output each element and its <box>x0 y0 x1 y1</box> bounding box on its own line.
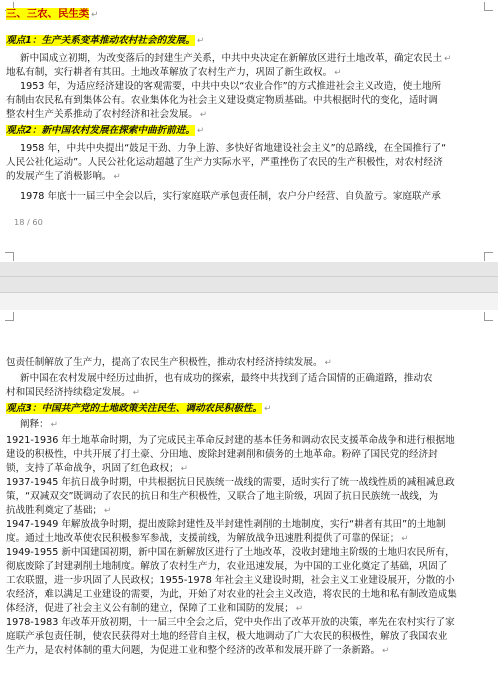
text-line <box>6 546 492 559</box>
text-line <box>6 644 492 658</box>
text-line <box>6 190 492 203</box>
text-line <box>6 476 492 489</box>
text-line <box>6 504 492 518</box>
page-corner-mark <box>5 252 14 261</box>
paragraph-mark: ↵ <box>264 404 272 414</box>
line-text: 建设的积极性，中共开展了打土豪、分田地、废除封建剥削和债务的土地革命。粉碎了国民党的经济封 <box>6 449 438 460</box>
text-line <box>6 52 492 66</box>
line-text: 锁，支持了革命战争，巩固了红色政权； <box>6 463 179 474</box>
line-text: 包责任制解放了生产力，提高了农民生产积极性，推动农村经济持续发展。 <box>6 357 323 368</box>
page-break-gap <box>0 262 498 310</box>
text-line <box>6 156 492 169</box>
paragraph-mark: ↵ <box>382 646 390 656</box>
text-line <box>6 142 492 155</box>
paragraph-mark: ↵ <box>113 172 121 182</box>
text-line <box>6 372 492 385</box>
text-line <box>6 448 492 461</box>
line-text: 阐释： <box>20 419 49 430</box>
text-line <box>6 356 492 370</box>
text-line <box>6 532 492 546</box>
line-text: 1978-1983 年改革开放初期，十一届三中全会之后，党中央作出了改革开放的决策，率先在农村实行了家 <box>6 617 455 628</box>
point-heading-3 <box>6 402 492 416</box>
page-corner-mark <box>484 252 493 261</box>
page-corner-mark <box>484 312 493 321</box>
line-text: 的发展产生了消极影响。 <box>6 171 112 182</box>
text-line <box>6 560 492 573</box>
document-page-19 <box>0 310 498 682</box>
paragraph-mark: ↵ <box>132 388 140 398</box>
line-text: 体经济，促进了社会主义公有制的建立，保障了工业和国防的发展； <box>6 603 294 614</box>
paragraph-mark: ↵ <box>324 358 332 368</box>
line-text: 1953 年，为适应经济建设的客观需要，中共中央以“农业合作”的方式推进社会主义改造，使土地所 <box>20 81 442 92</box>
text-line <box>6 170 492 184</box>
line-text: 村和国民经济持续稳定发展。 <box>6 387 131 398</box>
paragraph-mark: ↵ <box>199 110 208 120</box>
text-line <box>6 108 492 122</box>
text-line <box>6 418 492 432</box>
paragraph-mark: ↵ <box>180 464 188 474</box>
line-text: 彻底废除了封建剥削土地制度。解放了农村生产力，农业迅速发展，为中国的工业化奠定了基础，巩固了 <box>6 561 448 572</box>
page-number: 18 / 60 <box>14 217 43 227</box>
line-text: 策，“双减双交”既调动了农民的抗日和生产积极性，又联合了地主阶级，巩固了抗日民族统一战线，为 <box>6 491 439 502</box>
paragraph-mark: ↵ <box>295 604 304 614</box>
paragraph-mark: ↵ <box>103 506 112 516</box>
text-line <box>6 602 492 616</box>
line-text: 1958 年，中共中央提出“鼓足干劲、力争上游、多快好省地建设社会主义”的总路线，在全国推行了“ <box>20 143 447 154</box>
line-text: 1921-1936 年土地革命时期，为了完成民主革命反封建的基本任务和调动农民支援革命战争和进行根据地 <box>6 435 455 446</box>
line-text: 生产力，是农村体制的重大问题，为促进工业和整个经济的改革和发展开辟了一条新路。 <box>6 645 381 656</box>
text-line <box>6 518 492 531</box>
point3-text: 观点3：中国共产党的土地政策关注民生、调动农民积极性。 <box>6 403 263 414</box>
line-text: 农经济，难以满足工业建设的需要，为此，开始了对农业的社会主义改造，将农民的土地和私有制改造成集 <box>6 589 457 600</box>
paragraph-mark: ↵ <box>50 420 58 430</box>
line-text: 整农村生产关系推动了农村经济和社会发展。 <box>6 109 198 120</box>
page-header-band <box>0 292 498 310</box>
text-line <box>6 80 492 93</box>
point-heading-1 <box>6 34 492 48</box>
paragraph-mark: ↵ <box>91 10 99 20</box>
text-line <box>6 434 492 447</box>
point1-text: 观点1：生产关系变革推动农村社会的发展。 <box>6 35 195 46</box>
paragraph-mark: ↵ <box>401 534 409 544</box>
point2-text: 观点2：新中国农村发展在探索中曲折前进。 <box>6 125 195 136</box>
line-text: 度。通过土地改革使农民积极参军参战，支援前线，为解放战争迅速胜利提供了可靠的保证； <box>6 533 400 544</box>
line-text: 新中国成立初期，为改变落后的封建生产关系，中共中央决定在新解放区进行土地改革，确定农民土 <box>20 53 443 64</box>
line-text: 抗战胜利奠定了基础； <box>6 505 102 516</box>
section-title: 三、三农、民生类 <box>6 8 90 20</box>
paragraph-mark: ↵ <box>196 126 205 136</box>
document-page-18 <box>0 0 498 262</box>
line-text: 人民公社化运动”。人民公社化运动超越了生产力实际水平，严重挫伤了农民的生产积极性，对农村经济 <box>6 157 443 168</box>
paragraph-mark: ↵ <box>334 68 342 78</box>
text-line <box>6 630 492 643</box>
text-line <box>6 94 492 107</box>
text-line <box>6 66 492 80</box>
line-text: 新中国在农村发展中经历过曲折，也有成功的探索，最终中共找到了适合国情的正确道路，推动农 <box>20 373 433 384</box>
line-text: 1937-1945 年抗日战争时期，中共根据抗日民族统一战线的需要，适时实行了统一战线性质的减租减息政 <box>6 477 455 488</box>
page-break-rule <box>0 276 498 277</box>
paragraph-mark: ↵ <box>196 36 205 46</box>
paragraph-mark: ↵ <box>444 54 452 64</box>
line-text: 工农联盟，进一步巩固了人民政权；1955-1978 年社会主义建设时期，社会主义工业建设展开，分散的小 <box>6 575 455 586</box>
line-text: 地私有制，实行耕者有其田。土地改革解放了农村生产力，巩固了新生政权。 <box>6 67 333 78</box>
line-text: 庭联产承包责任制，使农民获得对土地的经营自主权，极大地调动了广大农民的积极性，解放了我国农业 <box>6 631 448 642</box>
line-text: 有制由农民私有到集体公有。农业集体化为社会主义建设奠定物质基础。中共根据时代的变化，适时调 <box>6 95 438 106</box>
page-corner-mark <box>5 312 14 321</box>
section-title-line <box>6 8 492 22</box>
text-line <box>6 462 492 476</box>
line-text: 1978 年底十一届三中全会以后，实行家庭联产承包责任制，农户分户经营、自负盈亏。家庭联产承 <box>20 191 441 202</box>
text-line <box>6 616 492 629</box>
text-line <box>6 574 492 587</box>
point-heading-2 <box>6 124 492 138</box>
line-text: 1949-1955 新中国建国初期，新中国在新解放区进行了土地改革，没收封建地主阶级的土地归农民所有， <box>6 547 455 558</box>
text-line <box>6 588 492 601</box>
line-text: 1947-1949 年解放战争时期，提出废除封建性及半封建性剥削的土地制度，实行“耕者有其田”的土地制 <box>6 519 446 530</box>
text-line <box>6 490 492 503</box>
page-break-rule <box>0 292 498 293</box>
text-line <box>6 386 492 400</box>
